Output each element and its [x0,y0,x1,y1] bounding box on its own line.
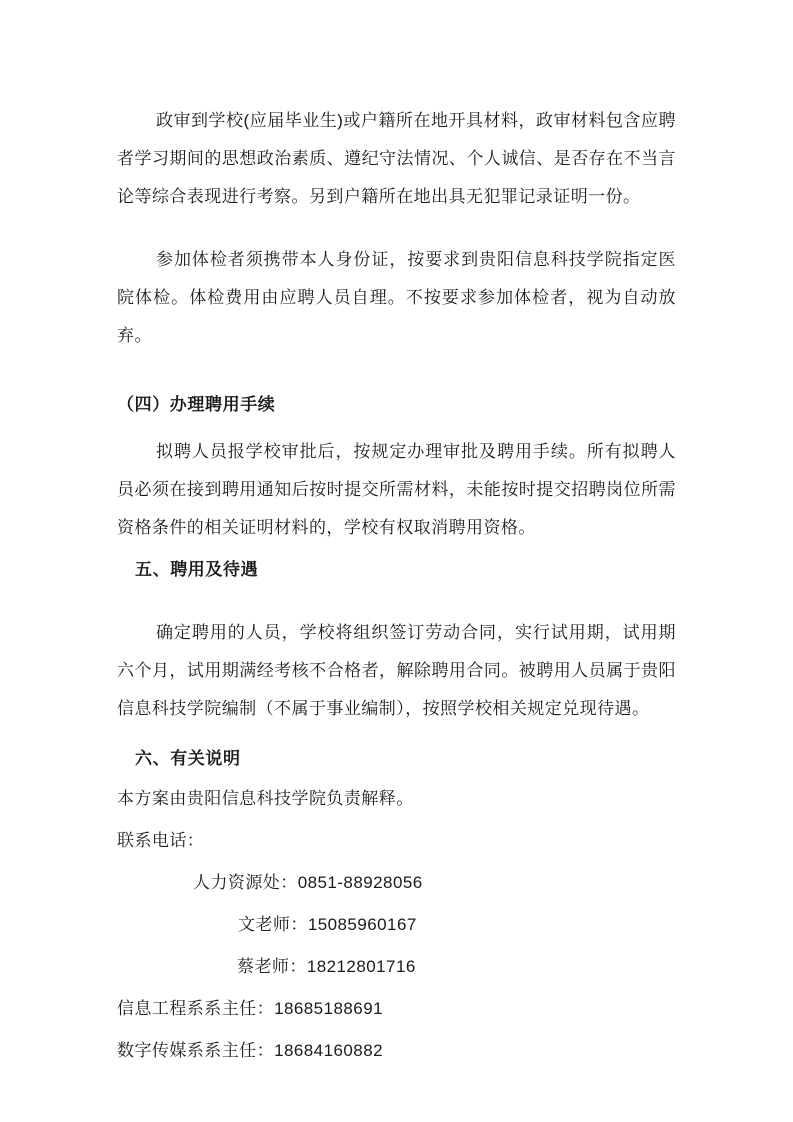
heading-section-5-employment-and-treatment: 五、聘用及待遇 [135,560,259,579]
heading-section-6-related-notes: 六、有关说明 [135,749,241,768]
contact-label-hr-office: 人力资源处： [193,873,298,892]
line-contact-phone-label: 联系电话： [117,831,205,850]
contact-label-teacher-cai: 蔡老师： [237,957,307,976]
contact-line-info-engineering-director [117,988,676,1030]
contact-line-digital-media-director [117,1030,676,1072]
contact-line-teacher-cai [117,946,676,988]
contact-phone-teacher-wen: 15085960167 [307,915,417,934]
contact-phone-teacher-cai: 18212801716 [306,957,416,976]
para-political-review: 政审到学校(应届毕业生)或户籍所在地开具材料，政审材料包含应聘者学习期间的思想政治素质、遵纪守法情况、个人诚信、是否存在不当言论等综合表现进行考察。另到户籍所在地出具无犯罪记录证明一份。 [117,111,676,206]
contact-label-teacher-wen: 文老师： [238,915,308,934]
para-medical-exam: 参加体检者须携带本人身份证，按要求到贵阳信息科技学院指定医院体检。体检费用由应聘人员自理。不按要求参加体检者，视为自动放弃。 [117,250,676,345]
contact-line-teacher-wen [117,904,676,946]
line-interpretation-note: 本方案由贵阳信息科技学院负责解释。 [117,789,414,808]
contact-phone-info-engineering-director: 18685188691 [274,999,384,1018]
heading-section-4-hiring-formalities: （四）办理聘用手续 [117,395,276,414]
contact-phone-hr-office: 0851-88928056 [297,873,423,892]
contact-section [117,778,676,1072]
contact-line-hr-office [117,862,676,904]
para-hiring-procedure: 拟聘人员报学校审批后，按规定办理审批及聘用手续。所有拟聘人员必须在接到聘用通知后按时提交所需材料，未能按时提交招聘岗位所需资格条件的相关证明材料的，学校有权取消聘用资格。 [117,442,676,537]
contact-label-digital-media-director: 数字传媒系系主任： [117,1041,275,1060]
contact-phone-digital-media-director: 18684160882 [274,1041,384,1060]
para-employment-treatment: 确定聘用的人员，学校将组织签订劳动合同，实行试用期，试用期六个月，试用期满经考核不合格者，解除聘用合同。被聘用人员属于贵阳信息科技学院编制（不属于事业编制），按照学校相关规定兑现待遇。 [117,623,676,718]
contact-label-info-engineering-director: 信息工程系系主任： [117,999,275,1018]
